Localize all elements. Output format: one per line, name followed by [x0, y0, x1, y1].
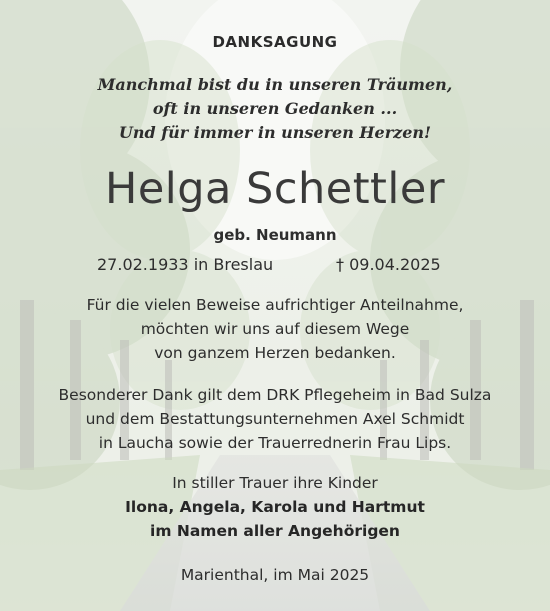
thanks-line-1: Für die vielen Beweise aufrichtiger Anteilnahme, — [86, 296, 464, 314]
quote-line-2: oft in unseren Gedanken ... — [152, 99, 398, 118]
special-thanks-line-2: und dem Bestattungsunternehmen Axel Schmidt — [85, 410, 465, 428]
thanks-line-2: möchten wir uns auf diesem Wege — [140, 320, 410, 338]
thanks-line-3: von ganzem Herzen bedanken. — [154, 344, 396, 362]
mourning-intro: In stiller Trauer ihre Kinder — [172, 474, 378, 492]
place-and-date: Marienthal, im Mai 2025 — [180, 566, 370, 584]
special-thanks-line-3: in Laucha sowie der Trauerrednerin Frau Lips. — [98, 434, 452, 452]
death-date: † 09.04.2025 — [336, 255, 441, 274]
deceased-name: Helga Schettler — [105, 164, 445, 214]
maiden-name: geb. Neumann — [213, 226, 337, 244]
quote-line-3: Und für immer in unseren Herzen! — [118, 123, 432, 142]
quote-line-1: Manchmal bist du in unseren Träumen, — [97, 75, 453, 94]
birth-date: 27.02.1933 in Breslau — [97, 255, 274, 274]
special-thanks-line-1: Besonderer Dank gilt dem DRK Pflegeheim in Bad Sulza — [58, 386, 492, 404]
life-dates — [0, 255, 550, 277]
relatives-line: im Namen aller Angehörigen — [150, 522, 400, 540]
children-names: Ilona, Angela, Karola und Hartmut — [125, 498, 425, 516]
notice-heading: DANKSAGUNG — [212, 33, 338, 51]
